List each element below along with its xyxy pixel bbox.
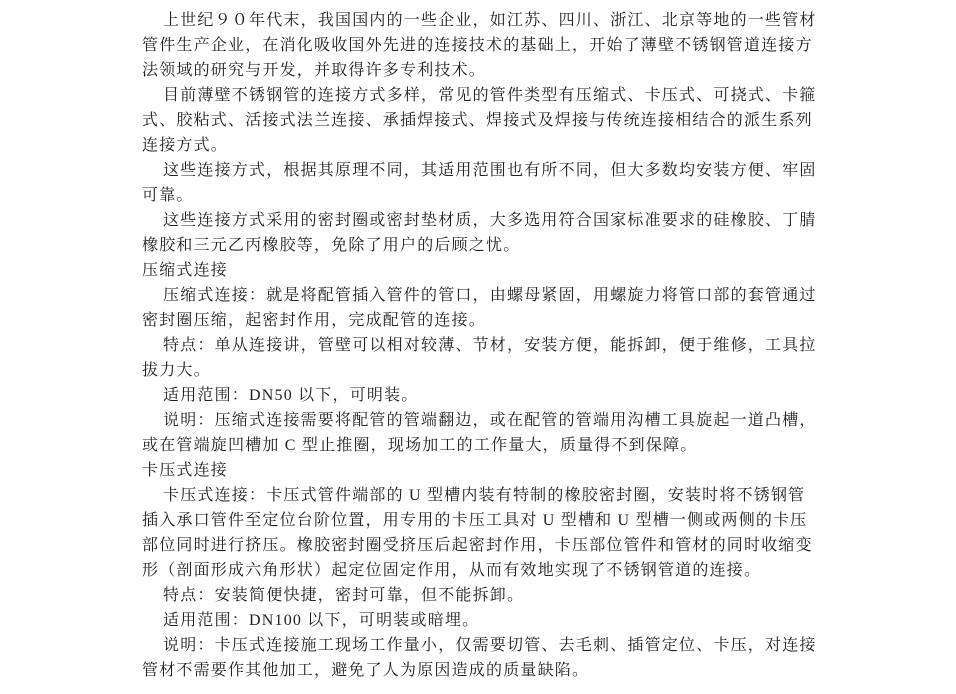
paragraph: 这些连接方式采用的密封圈或密封垫材质，大多选用符合国家标准要求的硅橡胶、丁腈橡胶和三元乙丙橡胶等，免除了用户的后顾之忧。 bbox=[142, 212, 817, 254]
paragraph: 说明：卡压式连接施工现场工作量小，仅需要切管、去毛刺、插管定位、卡压，对连接管材不需要作其他加工，避免了人为原因造成的质量缺陷。 bbox=[142, 637, 817, 679]
paragraph: 目前薄壁不锈钢管的连接方式多样，常见的管件类型有压缩式、卡压式、可挠式、卡箍式、胶粘式、活接式法兰连接、承插焊接式、焊接式及焊接与传统连接相结合的派生系列连接方式。 bbox=[142, 87, 817, 154]
paragraph: 适用范围：DN100 以下，可明装或暗埋。 bbox=[163, 612, 480, 629]
paragraph: 特点：安装简便快捷，密封可靠，但不能拆卸。 bbox=[163, 587, 525, 604]
paragraph: 上世纪９０年代末，我国国内的一些企业，如江苏、四川、浙江、北京等地的一些管材管件生产企业，在消化吸收国外先进的连接技术的基础上，开始了薄壁不锈钢管道连接方法领域的研究与开发，并取得许多专利技术。 bbox=[142, 12, 817, 79]
paragraph: 适用范围：DN50 以下，可明装。 bbox=[163, 387, 419, 404]
paragraph: 卡压式连接：卡压式管件端部的 U 型槽内装有特制的橡胶密封圈，安装时将不锈钢管插入承口管件至定位台阶位置，用专用的卡压工具对 U 型槽和 U 型槽一侧或两侧的卡压部位同时进行挤压。橡胶密封圈受挤压后起密封作用，卡压部位管件和管材的同时收缩变形（剖面形成六角形状）起定位固定作用，从而有效地实现了不锈钢管道的连接。 bbox=[142, 487, 813, 579]
paragraph: 特点：单从连接讲，管壁可以相对较薄、节材，安装方便，能拆卸，便于维修，工具拉拔力大。 bbox=[142, 337, 817, 379]
paragraph: 说明：压缩式连接需要将配管的管端翻边，或在配管的管端用沟槽工具旋起一道凸槽，或在管端旋凹槽加 C 型止推圈，现场加工的工作量大，质量得不到保障。 bbox=[142, 412, 817, 454]
paragraph: 压缩式连接：就是将配管插入管件的管口，由螺母紧固，用螺旋力将管口部的套管通过密封圈压缩，起密封作用，完成配管的连接。 bbox=[142, 287, 817, 329]
section-heading-press-fit: 卡压式连接 bbox=[142, 462, 229, 479]
paragraph: 这些连接方式，根据其原理不同，其适用范围也有所不同，但大多数均安装方便、牢固可靠。 bbox=[142, 162, 817, 204]
section-heading-compression: 压缩式连接 bbox=[142, 262, 229, 279]
